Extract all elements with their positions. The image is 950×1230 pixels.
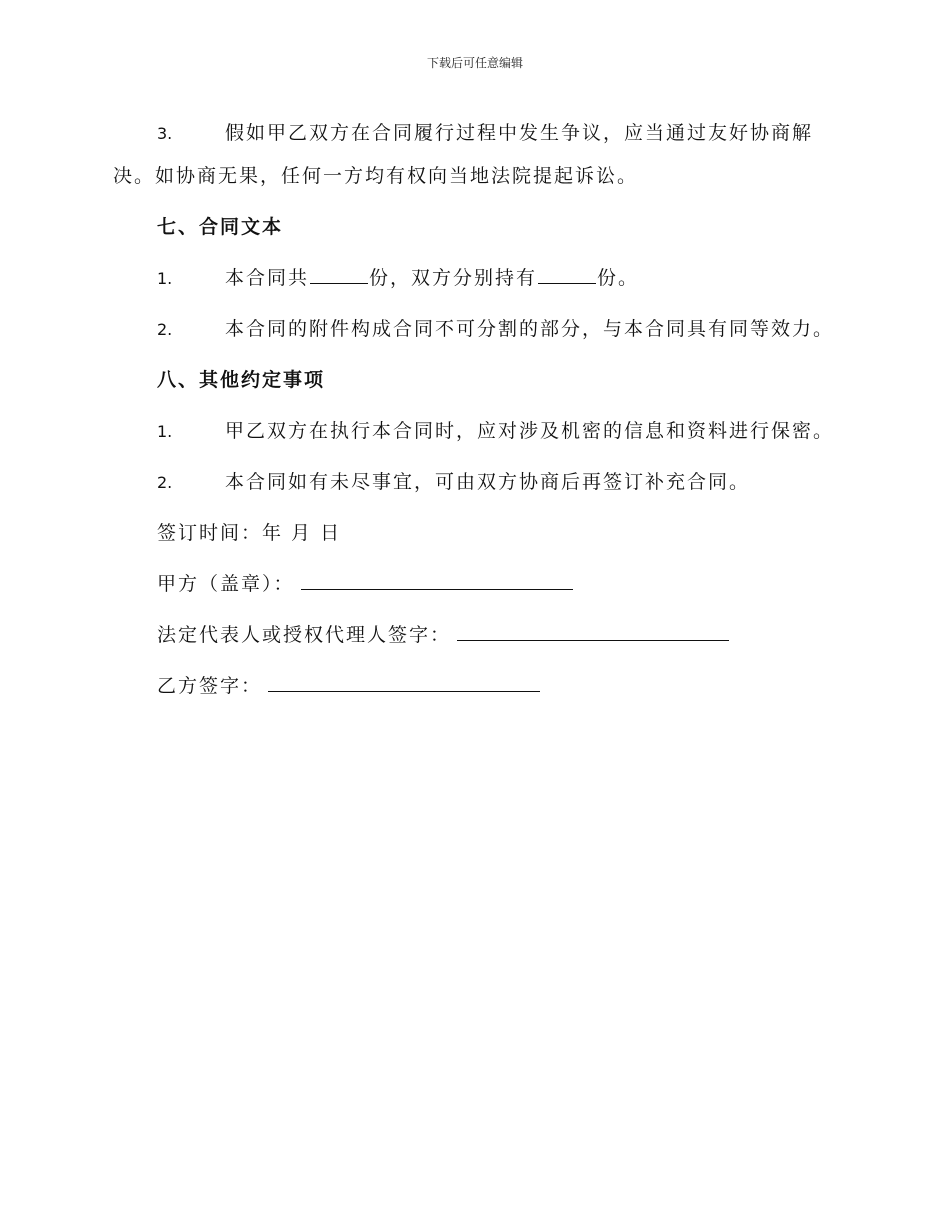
legal-rep-label: 法定代表人或授权代理人签字：	[157, 624, 452, 646]
copies-total-blank	[310, 259, 368, 284]
page-header: 下载后可任意编辑	[426, 56, 523, 70]
party-b-signature-line[interactable]	[268, 665, 540, 692]
clause-text-a: 本合同共	[225, 267, 310, 289]
clause-number: 1.	[157, 422, 173, 441]
clause-text: 本合同的附件构成合同不可分割的部分，与本合同具有同等效力。	[225, 318, 835, 340]
party-a-seal	[113, 563, 835, 606]
signing-date: 签订时间：年 月 日	[157, 522, 342, 544]
clause-6-3	[113, 112, 835, 198]
section-heading-8: 八、其他约定事项	[157, 369, 326, 391]
party-a-signature-line[interactable]	[301, 563, 573, 590]
legal-rep-signature	[113, 614, 835, 657]
clause-text-c: 份。	[597, 267, 640, 289]
clause-number: 2.	[157, 473, 173, 492]
copies-each-blank	[538, 259, 596, 284]
document-body	[113, 112, 835, 716]
clause-text: 本合同如有未尽事宜，可由双方协商后再签订补充合同。	[225, 471, 751, 493]
party-b-label: 乙方签字：	[157, 675, 263, 697]
party-b-signature	[113, 665, 835, 708]
clause-7-2	[113, 308, 835, 351]
section-heading-7: 七、合同文本	[157, 216, 284, 238]
clause-text-b: 份，双方分别持有	[369, 267, 538, 289]
clause-number: 2.	[157, 320, 173, 339]
clause-text: 甲乙双方在执行本合同时，应对涉及机密的信息和资料进行保密。	[225, 420, 835, 442]
clause-text: 假如甲乙双方在合同履行过程中发生争议，应当通过友好协商解决。如协商无果，任何一方均有权向当地法院提起诉讼。	[113, 122, 814, 187]
clause-8-1	[113, 410, 835, 453]
party-a-label: 甲方（盖章）：	[157, 573, 295, 595]
clause-number: 3.	[157, 124, 173, 143]
clause-number: 1.	[157, 269, 173, 288]
clause-7-1	[113, 257, 835, 300]
clause-8-2	[113, 461, 835, 504]
legal-rep-signature-line[interactable]	[457, 614, 729, 641]
